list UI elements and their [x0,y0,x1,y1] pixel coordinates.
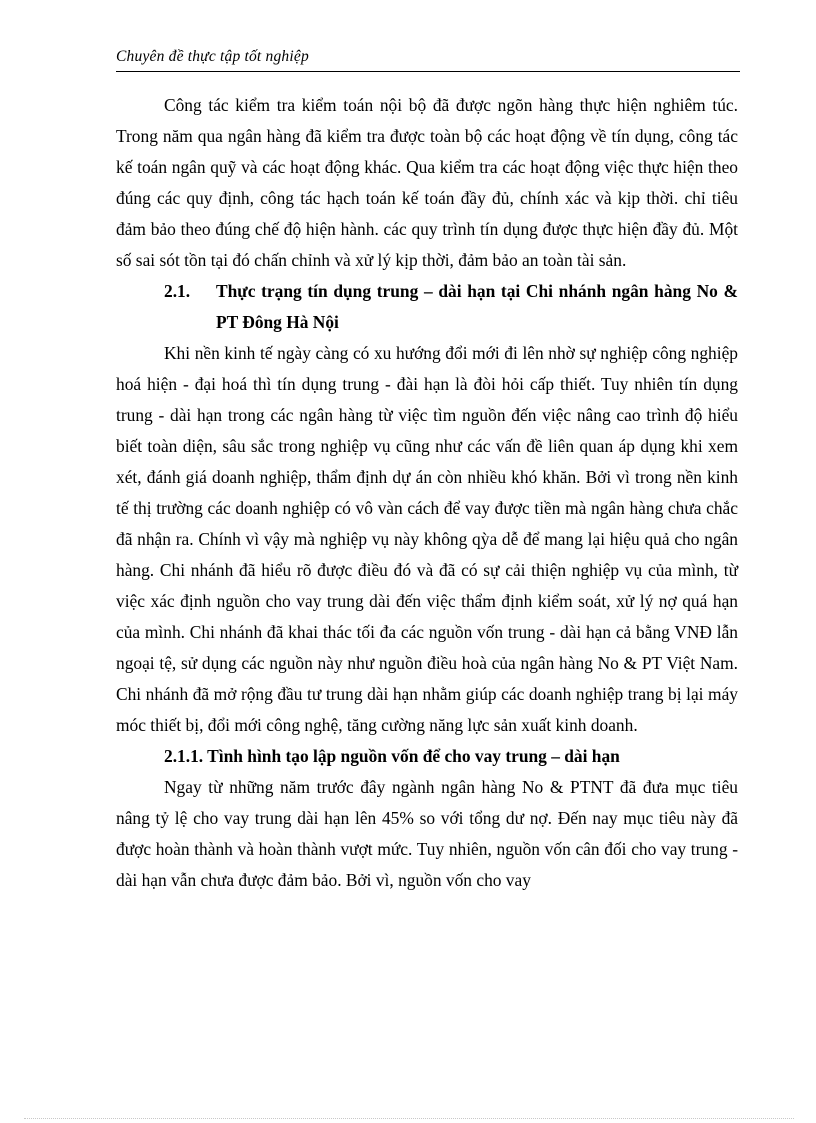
section-title: Thực trạng tín dụng trung – dài hạn tại Chi nhánh ngân hàng No & PT Đông Hà Nội [216,281,738,332]
page-header [116,44,740,72]
section-number: 2.1. [164,281,191,301]
paragraph-credit-situation: Khi nền kinh tế ngày càng có xu hướng đổi mới đi lên nhờ sự nghiệp công nghiệp hoá hiện - đại hoá thì tín dụng trung - đài hạn là đòi hỏi cấp thiết. Tuy nhiên tín dụng trung - dài hạn trong các ngân hàng từ việc tìm nguồn đến việc nâng cao trình độ hiểu biết toàn diện, sâu sắc trong nghiệp vụ cũng như các vấn đề liên quan áp dụng khi xem xét, đánh giá doanh nghiệp, thẩm định dự án còn nhiều khó khăn. Bởi vì trong nền kinh tế thị trường các doanh nghiệp có vô vàn cách để vay được tiền mà ngân hàng chưa chắc đã nhận ra. Chính vì vậy mà nghiệp vụ này không qỳa dễ để mang lại hiệu quả cho ngân hàng. Chi nhánh đã hiểu rõ được điều đó và đã có sự cải thiện nghiệp vụ của mình, từ việc xác định nguồn cho vay trung dài đến việc thẩm định kiểm soát, xử lý nợ quá hạn của mình. Chi nhánh đã khai thác tối đa các nguồn vốn trung - dài hạn cả bằng VNĐ lẫn ngoại tệ, sử dụng các nguồn này như nguồn điều hoà của ngân hàng No & PT Việt Nam. Chi nhánh đã mở rộng đầu tư trung dài hạn nhằm giúp các doanh nghiệp trang bị lại máy móc thiết bị, đổi mới công nghệ, tăng cường năng lực sản xuất kinh doanh. [116,343,738,735]
page-bottom-divider [24,1118,794,1119]
paragraph-internal-audit: Công tác kiểm tra kiểm toán nội bộ đã được ngõn hàng thực hiện nghiêm túc. Trong năm qua ngân hàng đã kiểm tra được toàn bộ các hoạt động về tín dụng, công tác kế toán ngân quỹ và các hoạt động khác. Qua kiểm tra các hoạt động việc thực hiện theo đúng các quy định, công tác hạch toán kế toán đầy đủ, chính xác và kịp thời. chỉ tiêu đảm bảo theo đúng chế độ hiện hành. các quy trình tín dụng được thực hiện đầy đủ. Một số sai sót tồn tại đó chấn chỉnh và xử lý kịp thời, đảm bảo an toàn tài sản. [116,95,738,270]
paragraph-capital-sources: Ngay từ những năm trước đây ngành ngân hàng No & PTNT đã đưa mục tiêu nâng tỷ lệ cho vay trung dài hạn lên 45% so với tổng dư nợ. Đến nay mục tiêu này đã được hoàn thành và hoàn thành vượt mức. Tuy nhiên, nguồn vốn cân đối cho vay trung - dài hạn vẫn chưa được đảm bảo. Bởi vì, nguồn vốn cho vay [116,777,738,890]
section-heading [116,276,738,338]
document-body [116,90,738,896]
subsection-heading: 2.1.1. Tình hình tạo lập nguồn vốn để cho vay trung – dài hạn [164,746,620,766]
header-title: Chuyên đề thực tập tốt nghiệp [116,48,309,65]
